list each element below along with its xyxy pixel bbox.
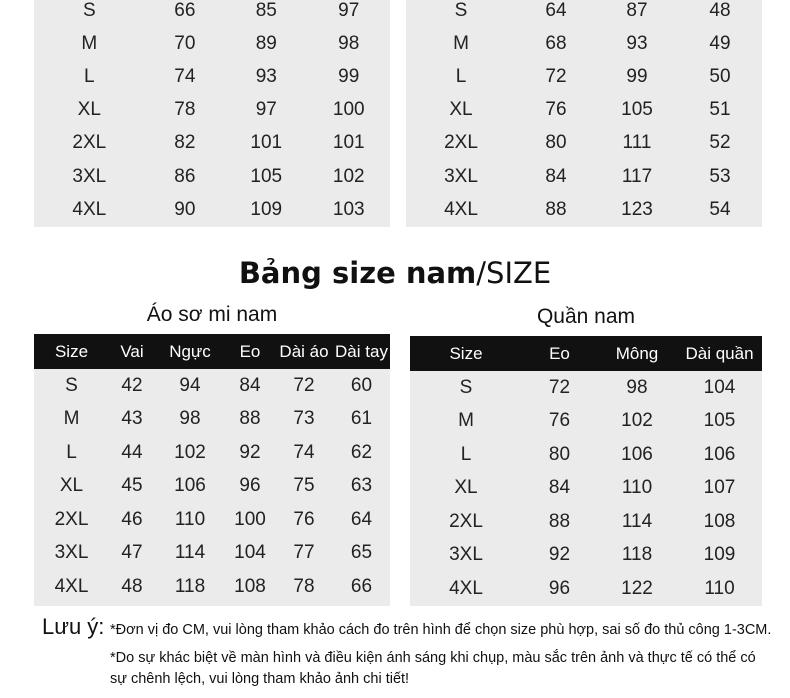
- table-row: [406, 27, 762, 60]
- shirt-size-panel: [34, 334, 390, 606]
- value-cell: 61: [350, 408, 373, 430]
- table-row: [34, 436, 390, 470]
- value-cell: 110: [704, 577, 735, 599]
- table-row: [34, 537, 390, 571]
- value-cell: 44: [121, 441, 143, 463]
- size-cell: 3XL: [72, 165, 107, 187]
- top-left-size-panel: [34, 0, 390, 227]
- value-cell: 100: [332, 99, 365, 121]
- value-cell: 98: [626, 376, 648, 398]
- value-cell: 84: [548, 477, 571, 499]
- value-cell: 45: [121, 475, 143, 497]
- pants-size-panel: [410, 336, 762, 606]
- value-cell: 87: [626, 0, 648, 21]
- value-cell: 92: [548, 544, 571, 566]
- value-cell: 123: [621, 198, 653, 220]
- value-cell: 96: [548, 577, 571, 599]
- value-cell: 63: [350, 475, 373, 497]
- size-cell: L: [84, 65, 95, 87]
- column-header: Size: [34, 334, 109, 369]
- size-cell: XL: [77, 99, 101, 121]
- shirt-table-caption: Áo sơ mi nam: [146, 303, 278, 326]
- table-row: [34, 0, 390, 27]
- note-color-difference: *Do sự khác biệt về màn hình và điều kiện ánh sáng khi chụp, màu sắc trên ảnh và thực tế có thể có sự chênh lệch, vui lòng tham khảo ảnh chi tiết!: [110, 650, 756, 687]
- value-cell: 111: [622, 132, 652, 154]
- size-cell: 2XL: [444, 132, 478, 154]
- value-cell: 98: [179, 408, 201, 430]
- top-right-size-panel: [406, 0, 762, 227]
- size-cell: L: [455, 65, 467, 87]
- value-cell: 98: [338, 32, 360, 54]
- value-cell: 99: [626, 65, 648, 87]
- value-cell: 66: [350, 575, 373, 597]
- value-cell: 49: [709, 32, 731, 54]
- column-header: Mông: [597, 336, 677, 371]
- value-cell: 97: [255, 99, 277, 121]
- value-cell: 88: [548, 510, 571, 532]
- value-cell: 72: [293, 374, 315, 396]
- value-cell: 114: [174, 542, 206, 564]
- table-row: [34, 127, 390, 160]
- pants-size-table: [410, 336, 762, 606]
- value-cell: 118: [621, 544, 653, 566]
- size-cell: 3XL: [444, 165, 478, 187]
- table-row: [34, 470, 390, 504]
- value-cell: 72: [548, 376, 571, 398]
- table-row: [34, 570, 390, 604]
- size-cell: S: [82, 0, 96, 21]
- column-header: Ngực: [155, 334, 225, 369]
- value-cell: 80: [545, 132, 567, 154]
- value-cell: 53: [709, 165, 731, 187]
- value-cell: 105: [250, 165, 283, 187]
- size-cell: 2XL: [449, 510, 483, 532]
- value-cell: 93: [626, 32, 648, 54]
- size-cell: 3XL: [54, 542, 89, 564]
- value-cell: 104: [703, 376, 736, 398]
- value-cell: 76: [293, 508, 315, 530]
- value-cell: 65: [350, 542, 373, 564]
- value-cell: 68: [545, 32, 567, 54]
- top-right-size-table: [406, 0, 762, 226]
- shirt-size-table: [34, 334, 390, 604]
- table-row: [410, 505, 762, 539]
- table-row: [34, 94, 390, 127]
- value-cell: 102: [621, 410, 653, 432]
- table-row: [406, 0, 762, 27]
- size-cell: XL: [59, 475, 84, 497]
- column-header: Eo: [522, 336, 597, 371]
- size-cell: L: [460, 443, 472, 465]
- value-cell: 73: [293, 408, 315, 430]
- size-cell: 3XL: [449, 544, 483, 566]
- value-cell: 117: [621, 165, 653, 187]
- value-cell: 89: [255, 32, 277, 54]
- value-cell: 88: [239, 408, 261, 430]
- table-header-row: [410, 336, 762, 371]
- value-cell: 60: [350, 374, 373, 396]
- value-cell: 72: [545, 65, 567, 87]
- value-cell: 64: [350, 508, 373, 530]
- note-label: Lưu ý:: [42, 614, 105, 639]
- value-cell: 62: [350, 441, 373, 463]
- table-row: [410, 371, 762, 405]
- value-cell: 74: [293, 441, 315, 463]
- value-cell: 77: [293, 542, 315, 564]
- value-cell: 48: [709, 0, 731, 21]
- size-cell: S: [454, 0, 468, 21]
- value-cell: 86: [174, 165, 196, 187]
- table-row: [34, 27, 390, 60]
- value-cell: 102: [332, 165, 365, 187]
- table-row: [410, 472, 762, 506]
- value-cell: 42: [121, 374, 143, 396]
- table-row: [34, 403, 390, 437]
- value-cell: 105: [703, 410, 736, 432]
- value-cell: 107: [703, 477, 736, 499]
- value-cell: 108: [703, 510, 736, 532]
- size-cell: S: [459, 376, 473, 398]
- table-row: [34, 193, 390, 226]
- value-cell: 109: [250, 198, 283, 220]
- size-cell: M: [81, 32, 98, 54]
- table-row: [410, 405, 762, 439]
- value-cell: 70: [174, 32, 196, 54]
- size-cell: S: [65, 374, 78, 396]
- value-cell: 101: [332, 132, 365, 154]
- section-title-bold: Bảng size nam: [238, 256, 477, 290]
- table-row: [34, 160, 390, 193]
- column-header: Vai: [109, 334, 155, 369]
- value-cell: 106: [703, 443, 736, 465]
- table-row: [406, 160, 762, 193]
- value-cell: 76: [548, 410, 571, 432]
- value-cell: 80: [548, 443, 571, 465]
- column-header: Eo: [225, 334, 275, 369]
- value-cell: 118: [174, 575, 206, 597]
- value-cell: 109: [703, 544, 736, 566]
- value-cell: 43: [121, 408, 143, 430]
- value-cell: 85: [255, 0, 277, 21]
- value-cell: 105: [621, 99, 653, 121]
- pants-table-caption: Quần nam: [536, 305, 636, 328]
- value-cell: 75: [293, 475, 315, 497]
- table-row: [410, 539, 762, 573]
- size-cell: XL: [454, 477, 478, 499]
- size-cell: M: [453, 32, 469, 54]
- value-cell: 106: [621, 443, 653, 465]
- value-cell: 93: [255, 65, 277, 87]
- table-row: [406, 60, 762, 93]
- table-row: [406, 94, 762, 127]
- value-cell: 94: [179, 374, 201, 396]
- value-cell: 110: [621, 477, 653, 499]
- section-title: [0, 256, 790, 290]
- table-row: [34, 369, 390, 403]
- value-cell: 104: [234, 542, 266, 564]
- size-cell: 4XL: [54, 575, 89, 597]
- value-cell: 66: [174, 0, 196, 21]
- size-cell: XL: [449, 99, 473, 121]
- table-row: [34, 60, 390, 93]
- size-cell: M: [458, 410, 474, 432]
- value-cell: 48: [121, 575, 143, 597]
- value-cell: 78: [293, 575, 315, 597]
- column-header: Dài tay: [333, 334, 390, 369]
- top-left-size-table: [34, 0, 390, 226]
- value-cell: 64: [545, 0, 567, 21]
- table-row: [410, 572, 762, 606]
- table-row: [406, 193, 762, 226]
- table-row: [34, 503, 390, 537]
- value-cell: 103: [332, 198, 365, 220]
- value-cell: 76: [545, 99, 567, 121]
- column-header: Size: [410, 336, 522, 371]
- size-cell: 2XL: [72, 132, 107, 154]
- value-cell: 99: [338, 65, 360, 87]
- value-cell: 54: [709, 198, 731, 220]
- size-cell: 2XL: [54, 508, 89, 530]
- value-cell: 52: [709, 132, 731, 154]
- size-cell: 4XL: [444, 198, 478, 220]
- value-cell: 122: [621, 577, 653, 599]
- value-cell: 100: [234, 508, 266, 530]
- table-row: [410, 438, 762, 472]
- value-cell: 46: [121, 508, 143, 530]
- value-cell: 110: [174, 508, 206, 530]
- value-cell: 74: [174, 65, 196, 87]
- value-cell: 97: [338, 0, 360, 21]
- value-cell: 84: [545, 165, 567, 187]
- note-measurement: *Đơn vị đo CM, vui lòng tham khảo cách đo trên hình để chọn size phù hợp, sai số đo thủ công 1-3CM.: [110, 622, 772, 638]
- value-cell: 50: [709, 65, 731, 87]
- column-header: Dài áo: [275, 334, 333, 369]
- value-cell: 114: [621, 510, 653, 532]
- value-cell: 92: [239, 441, 261, 463]
- size-cell: L: [66, 441, 77, 463]
- value-cell: 88: [545, 198, 567, 220]
- size-cell: 4XL: [72, 198, 107, 220]
- size-cell: 4XL: [449, 577, 483, 599]
- value-cell: 96: [239, 475, 261, 497]
- value-cell: 82: [174, 132, 196, 154]
- table-row: [406, 127, 762, 160]
- section-title-suffix: /SIZE: [476, 256, 552, 290]
- size-cell: M: [63, 408, 80, 430]
- table-header-row: [34, 334, 390, 369]
- value-cell: 108: [234, 575, 266, 597]
- value-cell: 90: [174, 198, 196, 220]
- value-cell: 106: [174, 475, 206, 497]
- value-cell: 102: [174, 441, 206, 463]
- value-cell: 47: [121, 542, 143, 564]
- value-cell: 78: [174, 99, 196, 121]
- value-cell: 84: [239, 374, 261, 396]
- column-header: Dài quần: [677, 336, 762, 371]
- value-cell: 51: [709, 99, 731, 121]
- value-cell: 101: [250, 132, 283, 154]
